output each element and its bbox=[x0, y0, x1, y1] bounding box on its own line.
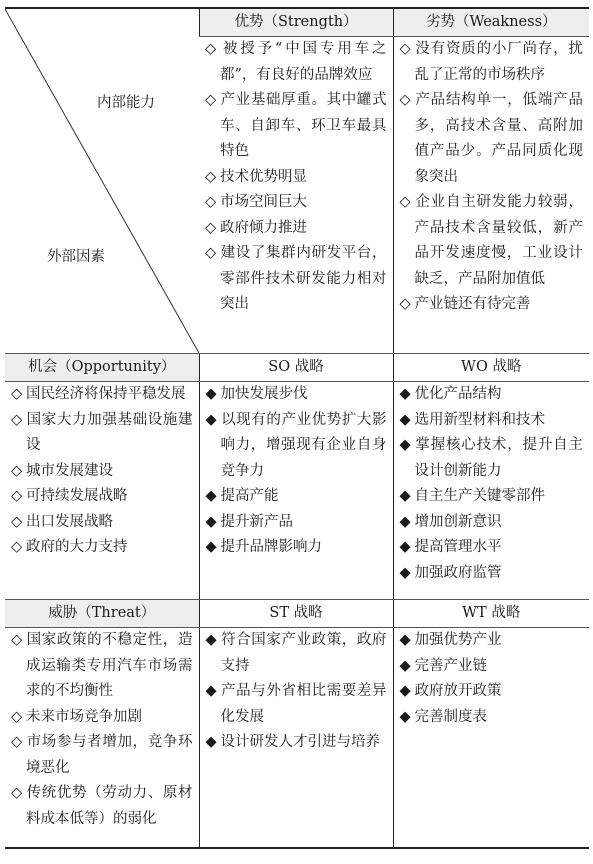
list-item-text: 产品与外省相比需要差异化发展 bbox=[220, 683, 387, 725]
list-item bbox=[206, 679, 387, 730]
list-item-text: 国家政策的不稳定性，造成运输类专用汽车市场需求的不均衡性 bbox=[26, 632, 193, 699]
list-item-text: 产业基础厚重。其中罐式车、自卸车、环卫车最具特色 bbox=[220, 92, 387, 159]
list-item-text: 设计研发人才引进与培养 bbox=[220, 734, 380, 750]
list-item bbox=[11, 459, 193, 485]
list-item-text: 完善产业链 bbox=[414, 657, 487, 674]
list-item bbox=[206, 484, 387, 510]
filled-diamond-icon: ◆ bbox=[399, 411, 411, 428]
filled-diamond-icon: ◆ bbox=[205, 488, 217, 504]
list-item-text: 符合国家产业政策，政府支持 bbox=[220, 632, 387, 674]
open-diamond-icon: ◇ bbox=[11, 386, 23, 402]
list-item bbox=[205, 88, 387, 165]
open-diamond-icon: ◇ bbox=[11, 632, 23, 648]
wo-strategies-list bbox=[400, 382, 584, 586]
list-item-text: 产业链还有待完善 bbox=[414, 296, 531, 312]
opportunities-list bbox=[11, 382, 193, 561]
list-item-text: 完善制度表 bbox=[414, 708, 487, 725]
list-item-text: 建设了集群内研发平台，零部件技术研发能力相对突出 bbox=[220, 245, 387, 312]
list-item bbox=[400, 408, 584, 434]
list-item-text: 国家大力加强基础设施建设 bbox=[26, 411, 193, 453]
weaknesses-cell bbox=[393, 37, 589, 354]
threats-cell bbox=[5, 628, 199, 848]
list-item-text: 加强政府监管 bbox=[414, 564, 502, 581]
filled-diamond-icon: ◆ bbox=[205, 632, 217, 648]
filled-diamond-icon: ◆ bbox=[205, 386, 217, 402]
threats-list bbox=[11, 628, 193, 832]
list-item bbox=[11, 408, 193, 459]
external-factors-label: 外部因素 bbox=[47, 249, 105, 265]
list-item-text: 没有资质的小厂尚存，扰乱了正常的市场秩序 bbox=[414, 41, 583, 83]
filled-diamond-icon: ◆ bbox=[205, 734, 217, 750]
filled-diamond-icon: ◆ bbox=[399, 488, 411, 504]
list-item-text: 提升品牌影响力 bbox=[220, 539, 322, 555]
list-item bbox=[400, 561, 584, 587]
filled-diamond-icon: ◆ bbox=[399, 683, 411, 699]
list-item bbox=[400, 679, 584, 705]
filled-diamond-icon: ◆ bbox=[399, 564, 411, 581]
list-item-text: 出口发展战略 bbox=[26, 513, 113, 530]
open-diamond-icon: ◇ bbox=[11, 708, 23, 725]
list-item-text: 政府的大力支持 bbox=[26, 539, 128, 555]
open-diamond-icon: ◇ bbox=[11, 785, 23, 801]
opportunities-cell bbox=[5, 382, 199, 600]
list-item-text: 技术优势明显 bbox=[220, 168, 307, 185]
opportunity-header: 机会（Opportunity） bbox=[5, 354, 199, 382]
internal-ability-label: 内部能力 bbox=[97, 95, 155, 111]
list-item bbox=[11, 781, 193, 832]
list-item bbox=[400, 628, 584, 654]
list-item bbox=[400, 705, 584, 731]
filled-diamond-icon: ◆ bbox=[399, 539, 411, 555]
wt-strategies-cell bbox=[393, 628, 589, 848]
open-diamond-icon: ◇ bbox=[399, 92, 411, 108]
list-item-text: 以现有的产业优势扩大影响力，增强现有企业自身竞争力 bbox=[220, 411, 387, 479]
open-diamond-icon: ◇ bbox=[399, 41, 411, 57]
open-diamond-icon: ◇ bbox=[205, 168, 217, 185]
swot-table bbox=[5, 7, 589, 849]
list-item-text: 产品结构单一，低端产品多，高技术含量、高附加值产品少。产品同质化现象突出 bbox=[414, 92, 583, 185]
list-item bbox=[205, 165, 387, 191]
list-item bbox=[11, 382, 193, 408]
filled-diamond-icon: ◆ bbox=[399, 386, 411, 402]
filled-diamond-icon: ◆ bbox=[205, 539, 217, 555]
list-item-text: 可持续发展战略 bbox=[26, 488, 128, 504]
strengths-list bbox=[205, 37, 387, 318]
corner-cell bbox=[5, 8, 199, 354]
list-item bbox=[206, 510, 387, 536]
open-diamond-icon: ◇ bbox=[11, 462, 23, 479]
list-item-text: 提高产能 bbox=[220, 488, 279, 504]
list-item-text: 选用新型材料和技术 bbox=[414, 411, 545, 428]
threat-content-row bbox=[5, 628, 589, 848]
list-item bbox=[11, 535, 193, 561]
list-item bbox=[206, 535, 387, 561]
list-item bbox=[205, 190, 387, 216]
list-item-text: 市场参与者增加，竞争环境恶化 bbox=[26, 734, 193, 776]
so-strategies-list bbox=[206, 382, 387, 561]
list-item-text: 增加创新意识 bbox=[414, 513, 502, 530]
filled-diamond-icon: ◆ bbox=[399, 513, 411, 530]
weakness-header: 劣势（Weakness） bbox=[393, 8, 589, 37]
open-diamond-icon: ◇ bbox=[205, 41, 217, 57]
list-item bbox=[206, 408, 387, 485]
open-diamond-icon: ◇ bbox=[205, 194, 217, 210]
diagonal-divider bbox=[5, 9, 199, 353]
header-row bbox=[5, 8, 589, 37]
wt-strategies-list bbox=[400, 628, 584, 730]
st-strategies-cell bbox=[199, 628, 393, 848]
list-item-text: 城市发展建设 bbox=[26, 462, 113, 479]
threat-header-row bbox=[5, 600, 589, 628]
list-item-text: 国民经济将保持平稳发展 bbox=[26, 386, 186, 402]
list-item bbox=[206, 628, 387, 679]
list-item-text: 加强优势产业 bbox=[414, 632, 502, 648]
opportunity-content-row bbox=[5, 382, 589, 600]
open-diamond-icon: ◇ bbox=[205, 219, 217, 236]
list-item bbox=[400, 37, 584, 88]
open-diamond-icon: ◇ bbox=[11, 488, 23, 504]
list-item bbox=[400, 292, 584, 318]
list-item bbox=[400, 484, 584, 510]
list-item-text: 企业自主研发能力较弱，产品技术含量较低，新产品开发速度慢，工业设计缺乏，产品附加值低 bbox=[414, 194, 583, 287]
list-item bbox=[400, 88, 584, 190]
list-item-text: 自主生产关键零部件 bbox=[414, 488, 545, 504]
open-diamond-icon: ◇ bbox=[11, 513, 23, 530]
weaknesses-list bbox=[400, 37, 584, 318]
st-header: ST 战略 bbox=[199, 600, 393, 628]
list-item-text: 提高管理水平 bbox=[414, 539, 502, 555]
open-diamond-icon: ◇ bbox=[399, 194, 411, 210]
list-item-text: 传统优势（劳动力、原材料成本低等）的弱化 bbox=[26, 785, 193, 827]
filled-diamond-icon: ◆ bbox=[399, 657, 411, 674]
list-item-text: 提升新产品 bbox=[220, 513, 293, 530]
list-item-text: 优化产品结构 bbox=[414, 386, 502, 402]
so-header: SO 战略 bbox=[199, 354, 393, 382]
open-diamond-icon: ◇ bbox=[399, 296, 411, 312]
list-item bbox=[205, 216, 387, 242]
list-item bbox=[400, 654, 584, 680]
wt-header: WT 战略 bbox=[393, 600, 589, 628]
list-item-text: 市场空间巨大 bbox=[220, 194, 307, 210]
open-diamond-icon: ◇ bbox=[205, 245, 217, 261]
filled-diamond-icon: ◆ bbox=[205, 513, 217, 530]
open-diamond-icon: ◇ bbox=[11, 539, 23, 555]
list-item bbox=[400, 510, 584, 536]
list-item bbox=[11, 484, 193, 510]
open-diamond-icon: ◇ bbox=[205, 92, 217, 108]
open-diamond-icon: ◇ bbox=[11, 411, 23, 428]
list-item bbox=[11, 705, 193, 731]
list-item-text: 政府倾力推进 bbox=[220, 219, 307, 236]
wo-strategies-cell bbox=[393, 382, 589, 600]
list-item-text: 加快发展步伐 bbox=[220, 386, 308, 402]
filled-diamond-icon: ◆ bbox=[399, 708, 411, 725]
wo-header: WO 战略 bbox=[393, 354, 589, 382]
st-strategies-list bbox=[206, 628, 387, 756]
list-item bbox=[206, 382, 387, 408]
filled-diamond-icon: ◆ bbox=[205, 411, 217, 428]
list-item bbox=[206, 730, 387, 756]
filled-diamond-icon: ◆ bbox=[399, 632, 411, 648]
list-item bbox=[205, 37, 387, 88]
list-item-text: 被授予“中国专用车之都”，有良好的品牌效应 bbox=[220, 41, 387, 83]
filled-diamond-icon: ◆ bbox=[399, 437, 411, 453]
so-strategies-cell bbox=[199, 382, 393, 600]
list-item-text: 掌握核心技术，提升自主设计创新能力 bbox=[414, 437, 583, 479]
list-item bbox=[400, 433, 584, 484]
list-item bbox=[400, 190, 584, 292]
list-item-text: 政府放开政策 bbox=[414, 683, 502, 699]
list-item bbox=[400, 382, 584, 408]
list-item bbox=[400, 535, 584, 561]
list-item-text: 未来市场竞争加剧 bbox=[26, 708, 142, 725]
list-item bbox=[11, 730, 193, 781]
open-diamond-icon: ◇ bbox=[11, 734, 23, 750]
list-item bbox=[11, 628, 193, 705]
filled-diamond-icon: ◆ bbox=[205, 683, 217, 699]
strength-header: 优势（Strength） bbox=[199, 8, 393, 37]
opportunity-header-row bbox=[5, 354, 589, 382]
list-item bbox=[11, 510, 193, 536]
strengths-cell bbox=[199, 37, 393, 354]
threat-header: 威胁（Threat） bbox=[5, 600, 199, 628]
list-item bbox=[205, 241, 387, 318]
